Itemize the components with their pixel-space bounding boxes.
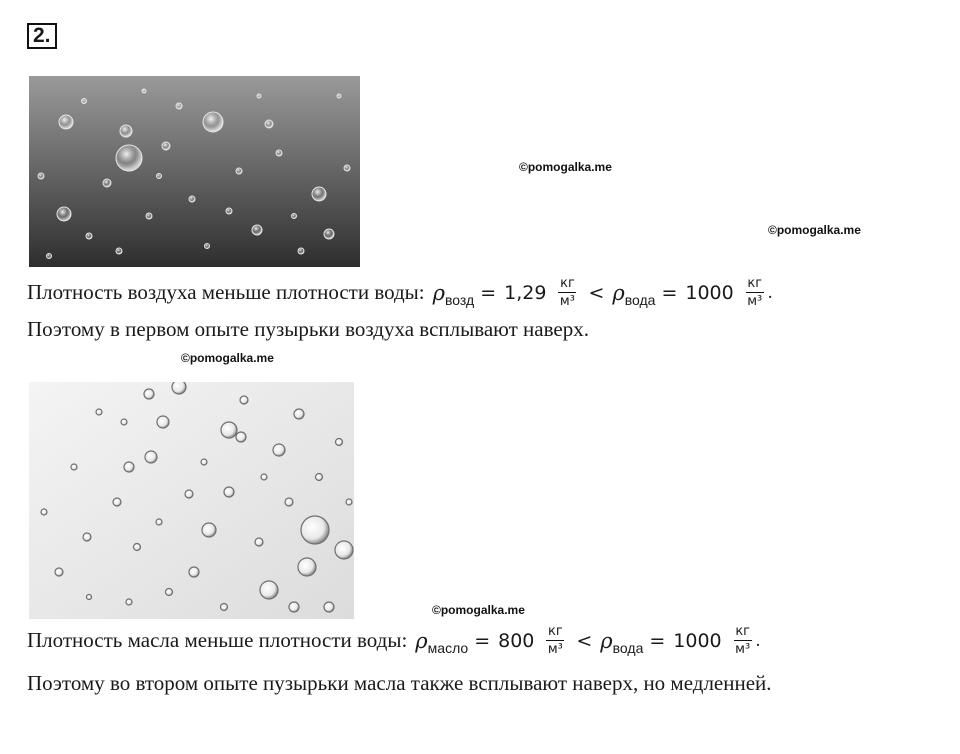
watermark: ©pomogalka.me <box>768 223 861 237</box>
task-number: 2. <box>27 23 57 49</box>
density-formula: ρ возд = 1,29 $\frac{кг}{\text{м³}}$ < ρ вода = 1000 $\frac{кг}{\text{м³}}$ . <box>432 276 773 309</box>
paragraph-text: Плотность воздуха меньше плотности воды: <box>27 280 425 304</box>
density-air-line <box>27 276 772 309</box>
watermark: ©pomogalka.me <box>432 603 525 617</box>
watermark: ©pomogalka.me <box>181 351 274 365</box>
unit-fraction: $\frac{кг}{\text{м³}}$ <box>735 624 751 657</box>
unit-fraction: $\frac{кг}{\text{м³}}$ <box>547 624 563 657</box>
unit-fraction: $\frac{кг}{\text{м³}}$ <box>559 276 575 309</box>
watermark: ©pomogalka.me <box>519 160 612 174</box>
paragraph-text: Плотность масла меньше плотности воды: <box>27 628 408 652</box>
density-oil-line <box>27 624 760 657</box>
unit-fraction: $\frac{кг}{\text{м³}}$ <box>747 276 763 309</box>
density-formula: ρ масло = 800 $\frac{кг}{\text{м³}}$ < ρ вода = 1000 $\frac{кг}{\text{м³}}$ . <box>415 624 761 657</box>
conclusion-air: Поэтому в первом опыте пузырьки воздуха всплывают наверх. <box>27 317 589 341</box>
oil-bubbles-photo <box>29 382 354 619</box>
conclusion-oil: Поэтому во втором опыте пузырьки масла также всплывают наверх, но медленней. <box>27 671 772 695</box>
air-bubbles-photo <box>29 76 360 267</box>
